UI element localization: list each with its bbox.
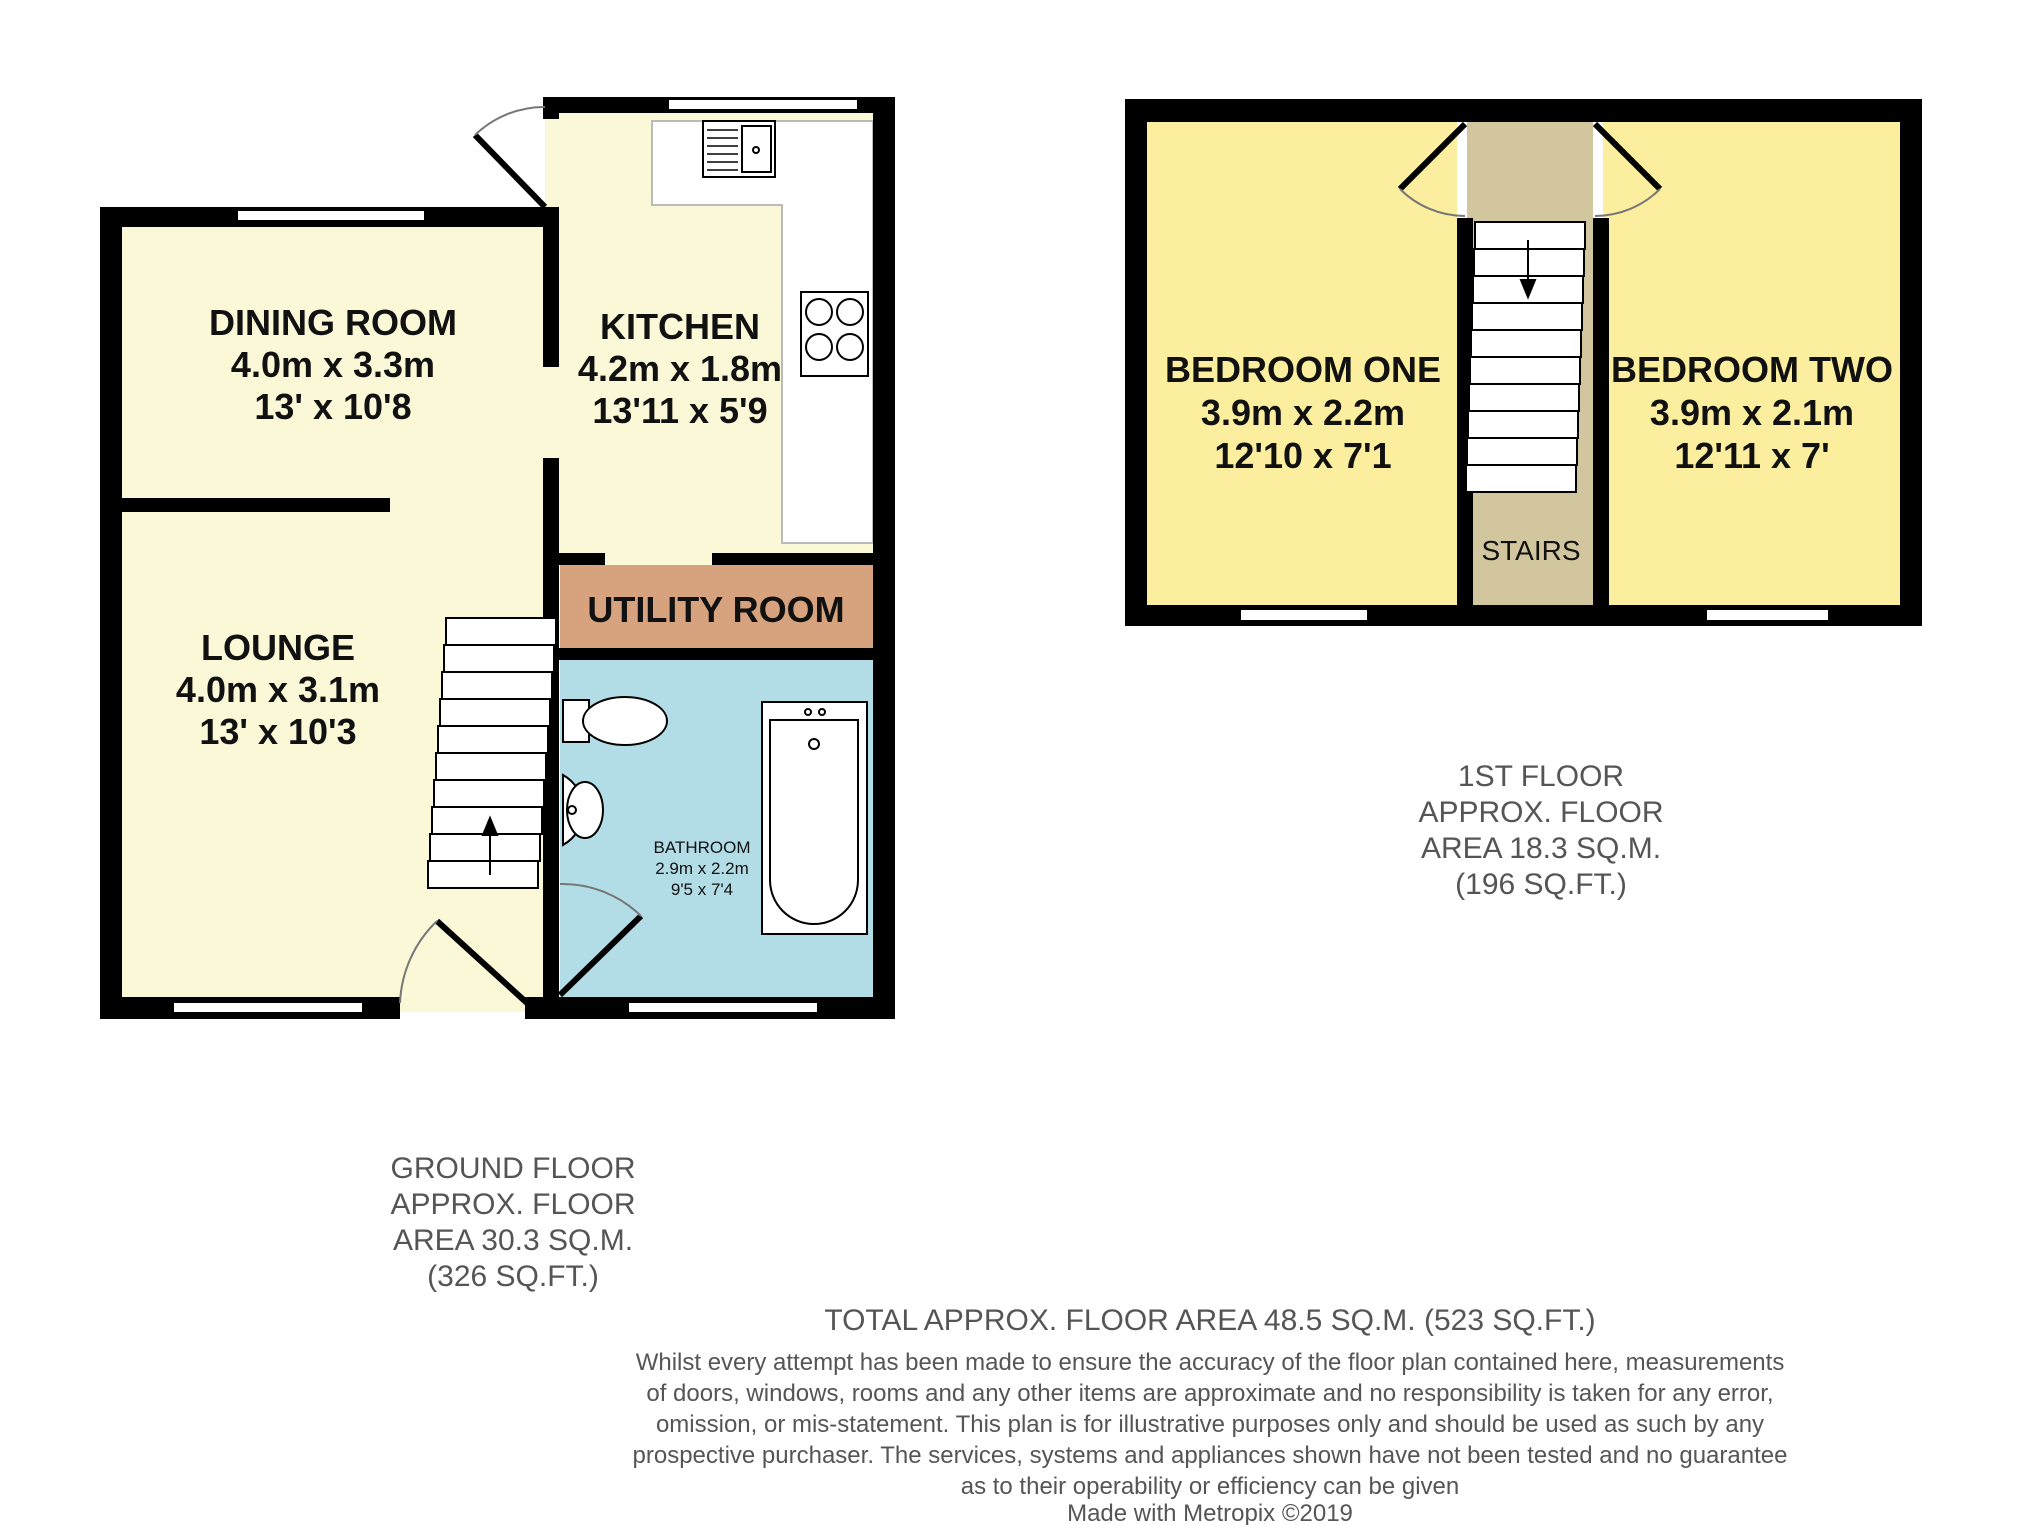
stairs-label: STAIRS bbox=[1481, 535, 1581, 566]
area-note-line: APPROX. FLOOR bbox=[390, 1188, 636, 1221]
area-note-line: APPROX. FLOOR bbox=[1418, 796, 1664, 829]
total-area: TOTAL APPROX. FLOOR AREA 48.5 SQ.M. (523 SQ.FT.) bbox=[824, 1304, 1596, 1337]
first-floor-plan bbox=[1125, 99, 1922, 626]
footer bbox=[633, 1304, 1788, 1525]
lounge-name: LOUNGE bbox=[200, 627, 356, 668]
ground-floor-area-note bbox=[390, 1152, 635, 1293]
area-note-line: AREA 30.3 SQ.M. bbox=[392, 1224, 634, 1257]
door-icon bbox=[475, 107, 545, 207]
bedroom-two-imperial: 12'11 x 7' bbox=[1674, 435, 1830, 476]
bathroom-imperial: 9'5 x 7'4 bbox=[670, 880, 734, 899]
disclaimer-line: prospective purchaser. The services, systems and appliances shown have not been tested and no guarantee bbox=[632, 1442, 1788, 1469]
dining-room-name: DINING ROOM bbox=[209, 302, 457, 343]
credit: Made with Metropix ©2019 bbox=[1067, 1500, 1353, 1525]
window-icon bbox=[1240, 609, 1368, 621]
bedroom-one-imperial: 12'10 x 7'1 bbox=[1214, 435, 1392, 476]
bathroom-name: BATHROOM bbox=[653, 838, 751, 857]
bedroom-two-metric: 3.9m x 2.1m bbox=[1649, 392, 1855, 433]
window-icon bbox=[1706, 609, 1829, 621]
sink-icon bbox=[703, 121, 775, 177]
disclaimer-line: Whilst every attempt has been made to ensure the accuracy of the floor plan contained here, measurements bbox=[635, 1349, 1785, 1376]
bedroom-two-name: BEDROOM TWO bbox=[1611, 349, 1893, 390]
window-icon bbox=[237, 210, 425, 221]
kitchen-name: KITCHEN bbox=[600, 306, 760, 347]
bathroom-metric: 2.9m x 2.2m bbox=[655, 859, 749, 878]
kitchen-imperial: 13'11 x 5'9 bbox=[592, 390, 768, 431]
area-note-line: AREA 18.3 SQ.M. bbox=[1420, 832, 1662, 865]
stairs-icon bbox=[1466, 222, 1585, 492]
window-icon bbox=[668, 99, 858, 110]
first-floor-area-note bbox=[1418, 760, 1663, 901]
dining-room-imperial: 13' x 10'8 bbox=[254, 386, 412, 427]
area-note-line: (196 SQ.FT.) bbox=[1455, 868, 1627, 901]
bath-icon bbox=[762, 702, 867, 934]
bedroom-one-name: BEDROOM ONE bbox=[1164, 349, 1442, 390]
lounge-metric: 4.0m x 3.1m bbox=[175, 669, 381, 710]
dining-room-metric: 4.0m x 3.3m bbox=[230, 344, 436, 385]
bedroom-one-metric: 3.9m x 2.2m bbox=[1200, 392, 1406, 433]
disclaimer-line: of doors, windows, rooms and any other items are approximate and no responsibility is taken for any error, bbox=[646, 1380, 1774, 1407]
disclaimer-line: as to their operability or efficiency can be given bbox=[960, 1473, 1460, 1500]
disclaimer-line: omission, or mis-statement. This plan is for illustrative purposes only and should be used as such by any bbox=[655, 1411, 1765, 1438]
lounge-imperial: 13' x 10'3 bbox=[199, 711, 357, 752]
ground-floor-plan bbox=[100, 97, 895, 1019]
kitchen-metric: 4.2m x 1.8m bbox=[577, 348, 783, 389]
toilet-icon bbox=[563, 697, 667, 745]
area-note-line: GROUND FLOOR bbox=[390, 1152, 636, 1185]
window-icon bbox=[628, 1002, 818, 1013]
area-note-line: 1ST FLOOR bbox=[1457, 760, 1625, 793]
stairs-icon bbox=[428, 618, 556, 888]
hob-icon bbox=[801, 292, 868, 376]
window-icon bbox=[173, 1002, 363, 1013]
area-note-line: (326 SQ.FT.) bbox=[427, 1260, 599, 1293]
utility-room-name: UTILITY ROOM bbox=[587, 589, 845, 630]
